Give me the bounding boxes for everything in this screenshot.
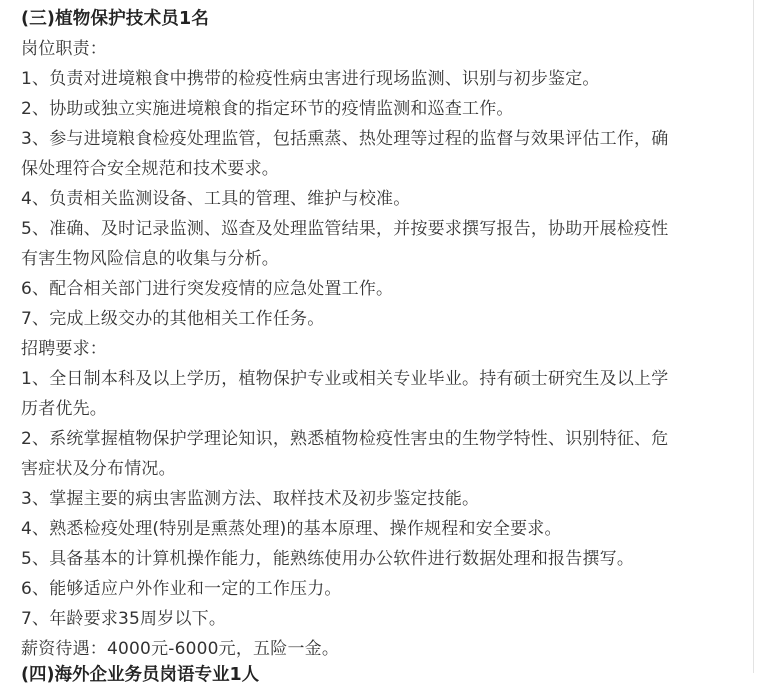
requirement-item — [21, 484, 747, 514]
requirement-item-line: 3、掌握主要的病虫害监测方法、取样技术及初步鉴定技能。 — [21, 489, 480, 509]
next-section-title-partial: (四)海外企业务员岗语专业1人 — [21, 665, 260, 685]
requirement-item — [21, 424, 747, 484]
duty-item — [21, 214, 747, 274]
requirement-item-line: 2、系统掌握植物保护学理论知识，熟悉植物检疫性害虫的生物学特性、识别特征、危 — [21, 429, 669, 449]
requirement-item-line: 1、全日制本科及以上学历，植物保护专业或相关专业毕业。持有硕士研究生及以上学 — [21, 369, 669, 389]
duty-item — [21, 304, 747, 334]
requirement-item-line: 6、能够适应户外作业和一定的工作压力。 — [21, 579, 342, 599]
section-title: (三)植物保护技术员1名 — [21, 9, 210, 29]
requirement-item — [21, 574, 747, 604]
duty-item-line: 1、负责对进境粮食中携带的检疫性病虫害进行现场监测、识别与初步鉴定。 — [21, 69, 600, 89]
requirements-list — [21, 364, 747, 634]
requirement-item-line: 害症状及分布情况。 — [21, 459, 176, 479]
requirements-heading: 招聘要求： — [21, 339, 107, 359]
duty-item — [21, 184, 747, 214]
duty-item — [21, 64, 747, 94]
requirement-item — [21, 364, 747, 424]
requirement-item-line: 历者优先。 — [21, 399, 107, 419]
requirement-item-line: 7、年龄要求35周岁以下。 — [21, 609, 227, 629]
salary-line: 薪资待遇：4000元-6000元，五险一金。 — [21, 639, 340, 659]
duty-item — [21, 94, 747, 124]
duty-item — [21, 274, 747, 304]
duties-heading: 岗位职责： — [21, 39, 107, 59]
requirement-item — [21, 514, 747, 544]
duty-item-line: 2、协助或独立实施进境粮食的指定环节的疫情监测和巡查工作。 — [21, 99, 514, 119]
duties-list — [21, 64, 747, 334]
requirement-item — [21, 544, 747, 574]
duty-item-line: 5、准确、及时记录监测、巡查及处理监管结果，并按要求撰写报告，协助开展检疫性 — [21, 219, 669, 239]
duty-item-line: 保处理符合安全规范和技术要求。 — [21, 159, 279, 179]
requirement-item — [21, 604, 747, 634]
duty-item-line: 7、完成上级交办的其他相关工作任务。 — [21, 309, 325, 329]
duty-item — [21, 124, 747, 184]
duty-item-line: 6、配合相关部门进行突发疫情的应急处置工作。 — [21, 279, 394, 299]
duty-item-line: 有害生物风险信息的收集与分析。 — [21, 249, 279, 269]
requirement-item-line: 5、具备基本的计算机操作能力，能熟练使用办公软件进行数据处理和报告撰写。 — [21, 549, 635, 569]
job-posting — [21, 4, 747, 664]
duty-item-line: 4、负责相关监测设备、工具的管理、维护与校准。 — [21, 189, 411, 209]
duty-item-line: 3、参与进境粮食检疫处理监管，包括熏蒸、热处理等过程的监督与效果评估工作，确 — [21, 129, 669, 149]
requirement-item-line: 4、熟悉检疫处理(特别是熏蒸处理)的基本原理、操作规程和安全要求。 — [21, 519, 562, 539]
